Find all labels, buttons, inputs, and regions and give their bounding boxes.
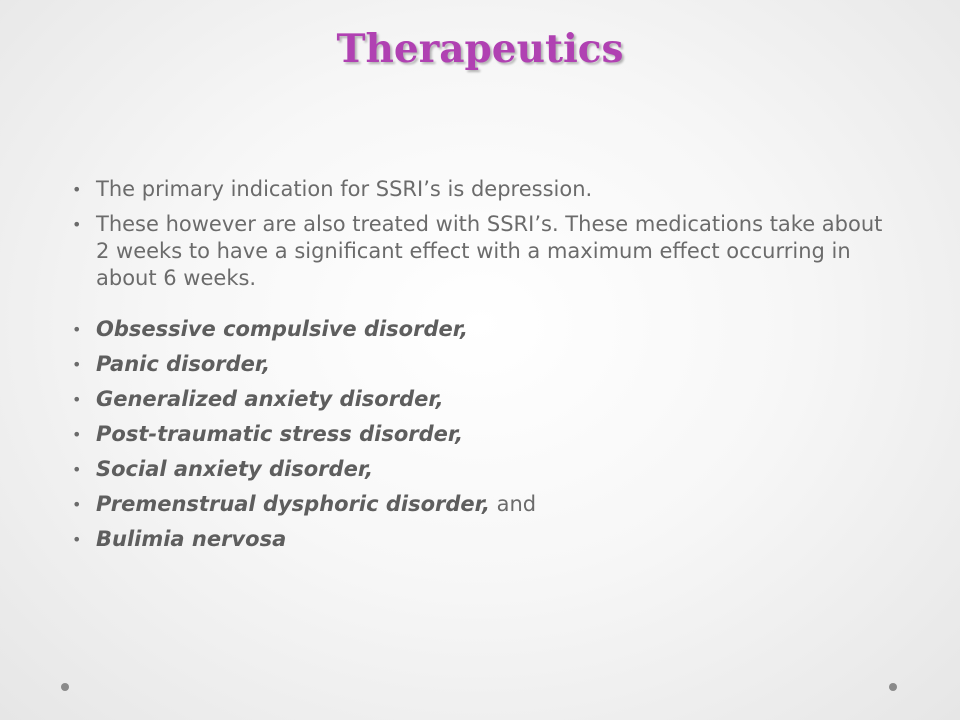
- condition-item: [72, 491, 902, 518]
- condition-name: Bulimia nervosa: [96, 527, 287, 551]
- bullet-list: [72, 176, 902, 561]
- condition-name: Generalized anxiety disorder,: [96, 387, 444, 411]
- decorative-dot-right: [889, 683, 897, 691]
- bullet-item: [72, 176, 902, 203]
- condition-suffix: and: [489, 492, 537, 516]
- condition-item: [72, 386, 902, 413]
- condition-name: Post-traumatic stress disorder,: [96, 422, 464, 446]
- condition-item: [72, 421, 902, 448]
- condition-name: Obsessive compulsive disorder,: [96, 317, 468, 341]
- bullet-item: [72, 211, 902, 292]
- condition-name: Premenstrual dysphoric disorder,: [96, 492, 490, 516]
- condition-item: [72, 456, 902, 483]
- decorative-dot-left: [61, 683, 69, 691]
- condition-item: [72, 526, 902, 553]
- bullet-text: The primary indication for SSRI’s is depression.: [96, 177, 593, 201]
- condition-item: [72, 316, 902, 343]
- bullet-text: These however are also treated with SSRI’s. These medications take about 2 weeks to have a significant effect with a maximum effect occurring in about 6 weeks.: [96, 212, 883, 290]
- condition-item: [72, 351, 902, 378]
- slide-title: Therapeutics: [336, 26, 624, 72]
- condition-name: Panic disorder,: [96, 352, 271, 376]
- condition-name: Social anxiety disorder,: [96, 457, 374, 481]
